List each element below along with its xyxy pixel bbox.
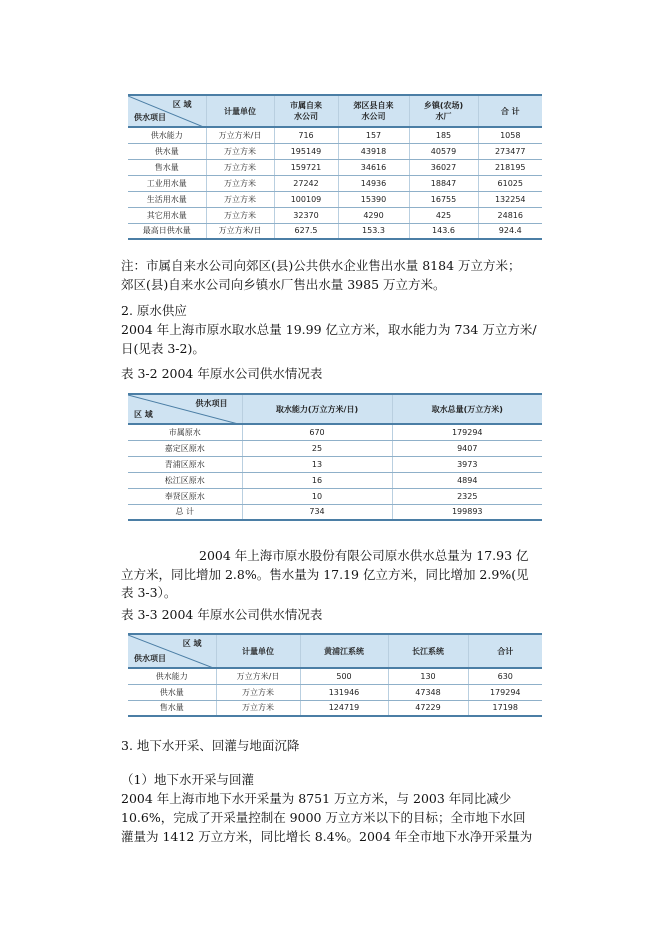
table-cell: 61025 (478, 175, 542, 191)
table3-caption: 表 3-3 2004 年原水公司供水情况表 (121, 607, 323, 622)
table-cell: 万立方米/日 (206, 223, 274, 239)
table-cell: 157 (338, 127, 409, 143)
table-cell: 工业用水量 (128, 175, 206, 191)
table-row (128, 127, 542, 143)
table-cell: 143.6 (409, 223, 478, 239)
table-cell: 万立方米/日 (216, 668, 300, 684)
table-cell: 130 (388, 668, 468, 684)
table3-col-unit: 计量单位 (216, 634, 300, 668)
table-row (128, 143, 542, 159)
table-cell: 青浦区原水 (128, 456, 242, 472)
table-cell: 万立方米 (216, 684, 300, 700)
table-cell: 其它用水量 (128, 207, 206, 223)
table2-diagonal-header (128, 394, 242, 424)
table-cell: 万立方米 (206, 191, 274, 207)
table-cell: 627.5 (274, 223, 338, 239)
table-cell: 1058 (478, 127, 542, 143)
table1-col-suburb: 郊区县自来 水公司 (338, 95, 409, 127)
table-cell: 25 (242, 440, 392, 456)
table-cell: 36027 (409, 159, 478, 175)
table-cell: 供水能力 (128, 668, 216, 684)
table-cell: 716 (274, 127, 338, 143)
table-cell: 10 (242, 488, 392, 504)
table-cell: 670 (242, 424, 392, 440)
table-cell: 嘉定区原水 (128, 440, 242, 456)
table-cell: 18847 (409, 175, 478, 191)
table-row (128, 207, 542, 223)
table-cell: 131946 (300, 684, 388, 700)
table-cell: 179294 (392, 424, 542, 440)
table-row (128, 700, 542, 716)
table-cell: 万立方米 (206, 207, 274, 223)
table-cell: 3973 (392, 456, 542, 472)
table-row (128, 684, 542, 700)
table-cell: 市属原水 (128, 424, 242, 440)
table-cell: 24816 (478, 207, 542, 223)
table-cell: 734 (242, 504, 392, 520)
table2-col-capacity: 取水能力(万立方米/日) (242, 394, 392, 424)
table-row (128, 504, 542, 520)
table-cell: 159721 (274, 159, 338, 175)
table-cell: 万立方米/日 (206, 127, 274, 143)
table-cell: 16 (242, 472, 392, 488)
table-cell: 9407 (392, 440, 542, 456)
table-row (128, 488, 542, 504)
table-cell: 万立方米 (206, 143, 274, 159)
table1-col-unit: 计量单位 (206, 95, 274, 127)
table-row (128, 159, 542, 175)
table-cell: 153.3 (338, 223, 409, 239)
table-cell: 47229 (388, 700, 468, 716)
table-cell: 924.4 (478, 223, 542, 239)
table-cell: 供水量 (128, 684, 216, 700)
section-2-heading: 2. 原水供应 (121, 303, 187, 318)
table-cell: 供水能力 (128, 127, 206, 143)
table-cell: 最高日供水量 (128, 223, 206, 239)
table-row (128, 191, 542, 207)
table3-col-changjiang: 长江系统 (388, 634, 468, 668)
table1-header-region: 区 域 (172, 100, 192, 109)
table-cell: 松江区原水 (128, 472, 242, 488)
table-row (128, 472, 542, 488)
table-cell: 425 (409, 207, 478, 223)
table-cell: 500 (300, 668, 388, 684)
table-cell: 售水量 (128, 159, 206, 175)
table1-header-item: 供水项目 (134, 113, 166, 122)
section-2-paragraph-line2: 日(见表 3-2)。 (121, 341, 205, 356)
table-cell: 100109 (274, 191, 338, 207)
paragraph-2-line3: 表 3-3）。 (121, 585, 177, 600)
table3-header-region: 区 域 (182, 639, 202, 648)
table1-note-line1: 注：市属自来水公司向郊区(县)公共供水企业售出水量 8184 万立方米； (121, 258, 521, 273)
table-cell: 14936 (338, 175, 409, 191)
table-water-supply-by-region (128, 94, 542, 240)
table-cell: 218195 (478, 159, 542, 175)
table-cell: 47348 (388, 684, 468, 700)
table-cell: 售水量 (128, 700, 216, 716)
table-row (128, 175, 542, 191)
paragraph-2-line2: 立方米，同比增加 2.8%。售水量为 17.19 亿立方米，同比增加 2.9%(见 (121, 567, 529, 582)
paragraph-2-line1: 2004 年上海市原水股份有限公司原水供水总量为 17.93 亿 (199, 548, 529, 563)
table-cell: 生活用水量 (128, 191, 206, 207)
table-cell: 132254 (478, 191, 542, 207)
table3-col-huangpu: 黄浦江系统 (300, 634, 388, 668)
section-2-paragraph-line1: 2004 年上海市原水取水总量 19.99 亿立方米，取水能力为 734 万立方米/ (121, 322, 537, 337)
table-cell: 195149 (274, 143, 338, 159)
table-row (128, 456, 542, 472)
table-cell: 273477 (478, 143, 542, 159)
table-cell: 2325 (392, 488, 542, 504)
table-cell: 万立方米 (216, 700, 300, 716)
section-3-heading: 3. 地下水开采、回灌与地面沉降 (121, 738, 300, 753)
paragraph-3-line3: 灌量为 1412 万立方米，同比增长 8.4%。2004 年全市地下水净开采量为 (121, 829, 533, 844)
table-row (128, 668, 542, 684)
table-cell: 13 (242, 456, 392, 472)
paragraph-3-line2: 10.6%，完成了开采量控制在 9000 万立方米以下的目标；全市地下水回 (121, 810, 526, 825)
table1-note-line2: 郊区(县)自来水公司向乡镇水厂售出水量 3985 万立方米。 (121, 277, 446, 292)
table-cell: 32370 (274, 207, 338, 223)
table-cell: 185 (409, 127, 478, 143)
table-cell: 奉贤区原水 (128, 488, 242, 504)
table-cell: 供水量 (128, 143, 206, 159)
table-cell: 27242 (274, 175, 338, 191)
table-cell: 万立方米 (206, 175, 274, 191)
table-row (128, 440, 542, 456)
table-cell: 40579 (409, 143, 478, 159)
table-raw-water-by-district (128, 393, 542, 521)
table1-diagonal-header (128, 95, 206, 127)
table-cell: 630 (468, 668, 542, 684)
table-cell: 17198 (468, 700, 542, 716)
table-cell: 199893 (392, 504, 542, 520)
subsection-heading: （1）地下水开采与回灌 (121, 772, 254, 787)
table3-diagonal-header (128, 634, 216, 668)
table-cell: 总 计 (128, 504, 242, 520)
paragraph-3-line1: 2004 年上海市地下水开采量为 8751 万立方米，与 2003 年同比减少 (121, 791, 512, 806)
table2-header-item: 供水项目 (195, 399, 228, 408)
table-cell: 万立方米 (206, 159, 274, 175)
table-cell: 16755 (409, 191, 478, 207)
table-row (128, 424, 542, 440)
table3-col-total: 合计 (468, 634, 542, 668)
table-cell: 4290 (338, 207, 409, 223)
table2-header-region: 区 域 (134, 410, 153, 419)
table-cell: 124719 (300, 700, 388, 716)
table-row (128, 223, 542, 239)
table-cell: 15390 (338, 191, 409, 207)
table1-col-city: 市属自来 水公司 (274, 95, 338, 127)
table2-col-total: 取水总量(万立方米) (392, 394, 542, 424)
table-cell: 179294 (468, 684, 542, 700)
table-cell: 43918 (338, 143, 409, 159)
table-cell: 4894 (392, 472, 542, 488)
table3-header-item: 供水项目 (134, 654, 166, 663)
table1-col-town: 乡镇(农场) 水厂 (409, 95, 478, 127)
table-raw-water-by-system (128, 633, 542, 717)
table1-col-total: 合 计 (478, 95, 542, 127)
table-cell: 34616 (338, 159, 409, 175)
table2-caption: 表 3-2 2004 年原水公司供水情况表 (121, 366, 323, 381)
